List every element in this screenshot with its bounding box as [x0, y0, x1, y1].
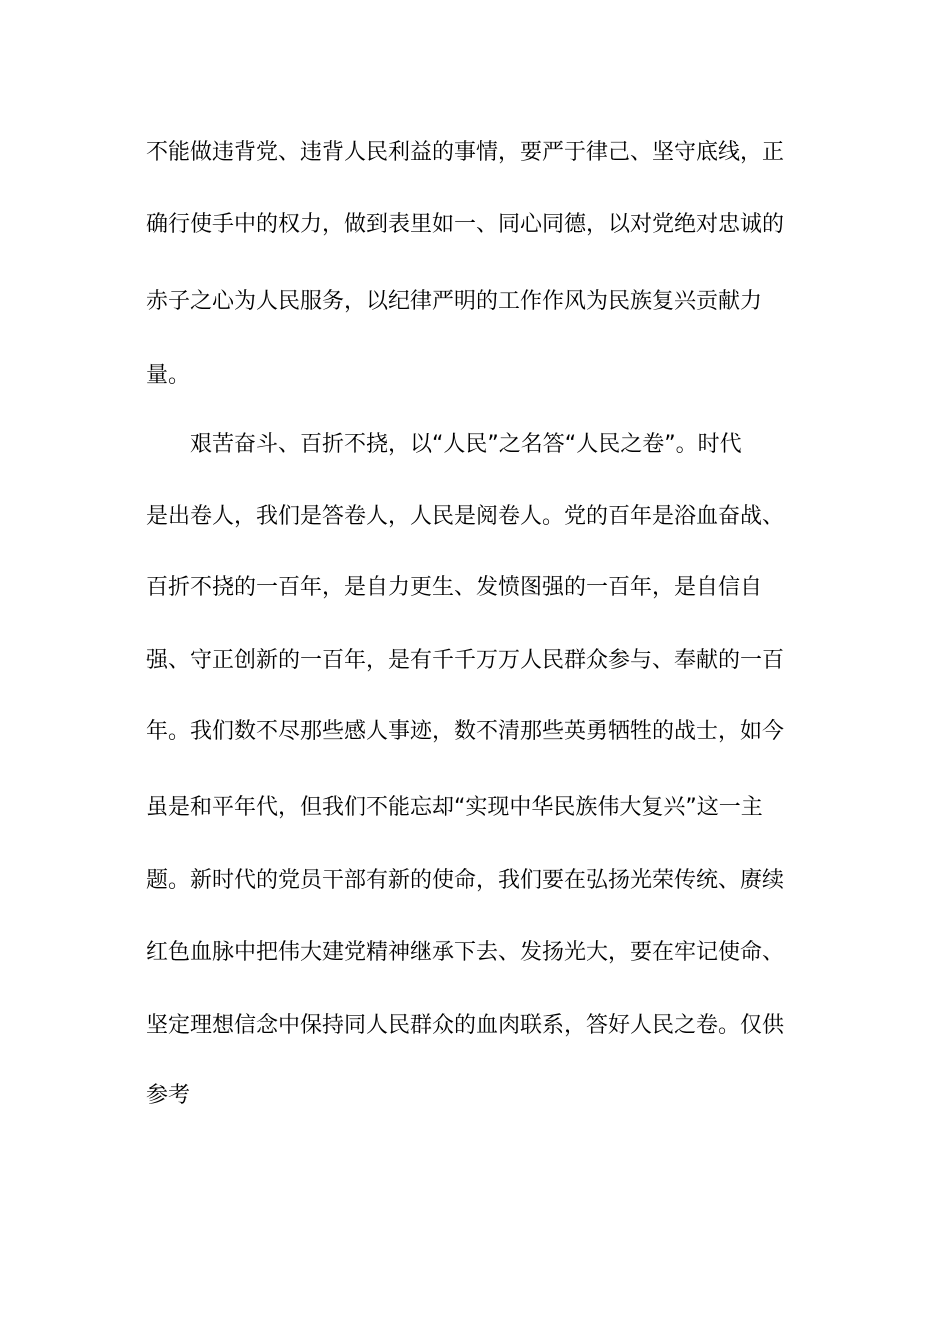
text-line: 强、守正创新的一百年，是有千千万万人民群众参与、奉献的一百 [146, 648, 785, 673]
text-line: 虽是和平年代，但我们不能忘却“实现中华民族伟大复兴”这一主 [146, 795, 763, 820]
text-line: 赤子之心为人民服务，以纪律严明的工作作风为民族复兴贡献力 [146, 289, 763, 314]
text-line: 题。新时代的党员干部有新的使命，我们要在弘扬光荣传统、赓续 [146, 868, 785, 893]
text-line: 坚定理想信念中保持同人民群众的血肉联系，答好人民之卷。仅供 [146, 1013, 785, 1038]
text-line: 量。 [146, 363, 191, 388]
text-line: 是出卷人，我们是答卷人，人民是阅卷人。党的百年是浴血奋战、 [146, 504, 785, 529]
text-line: 不能做违背党、违背人民利益的事情，要严于律己、坚守底线，正 [146, 140, 785, 165]
text-line: 百折不挠的一百年，是自力更生、发愤图强的一百年，是自信自 [146, 575, 763, 600]
text-line: 红色血脉中把伟大建党精神继承下去、发扬光大，要在牢记使命、 [146, 940, 785, 965]
text-line: 年。我们数不尽那些感人事迹，数不清那些英勇牺牲的战士，如今 [146, 719, 785, 744]
text-line: 确行使手中的权力，做到表里如一、同心同德，以对党绝对忠诚的 [146, 212, 785, 237]
text-line: 参考 [146, 1083, 191, 1108]
paragraph-first-line: 艰苦奋斗、百折不挠，以“人民”之名答“人民之卷”。时代 [190, 432, 742, 457]
